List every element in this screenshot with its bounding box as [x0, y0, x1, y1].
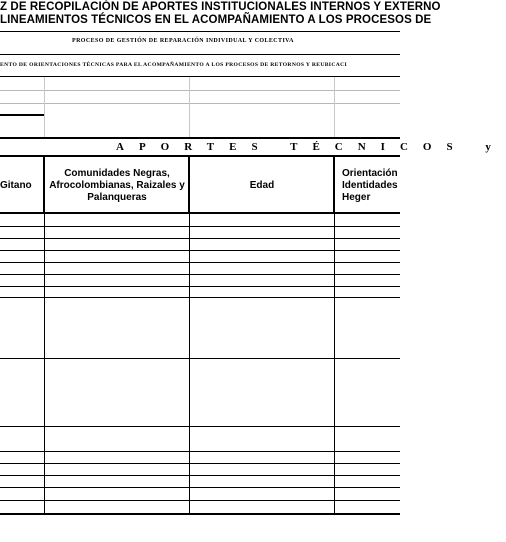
column-header-comunidades-negras: Comunidades Negras, Afrocolombianas, Raizales y Palanqueras	[49, 168, 185, 203]
table-row-border	[0, 475, 400, 476]
grid-column	[334, 77, 335, 137]
header-cell-border	[43, 157, 45, 213]
column-header-orientacion: Orientación Identidades Heger	[342, 168, 398, 203]
table-row-border	[0, 262, 400, 263]
table-row-border	[0, 250, 400, 251]
subprocess-bottom-border	[0, 76, 400, 77]
table-row-border	[0, 274, 400, 275]
process-name: PROCESO DE GESTIÓN DE REPARACIÓN INDIVIDUAL Y COLECTIVA	[72, 38, 294, 44]
document-title-line-2: LINEAMIENTOS TÉCNICOS EN EL ACOMPAÑAMIENTO A LOS PROCESOS DE	[0, 14, 432, 26]
body-column-border	[189, 214, 190, 514]
table-bottom-border	[0, 513, 400, 515]
document-title-line-1: Z DE RECOPILACIÓN DE APORTES INSTITUCIONALES INTERNOS Y EXTERNO	[0, 1, 441, 13]
table-row-border	[0, 297, 400, 298]
grid-line	[0, 90, 400, 91]
table-row-border	[0, 451, 400, 452]
grid-column	[189, 77, 190, 137]
table-row-border	[0, 463, 400, 464]
table-row-border	[0, 426, 400, 427]
column-header-gitano: Gitano	[0, 180, 32, 191]
table-row-border	[0, 226, 400, 227]
grid-column	[44, 77, 45, 137]
section-band-title: APORTES TÉCNICOS y	[116, 141, 506, 153]
body-column-border	[44, 214, 45, 514]
table-row-border	[0, 286, 400, 287]
table-row-border	[0, 487, 400, 488]
header-cell-border	[333, 157, 335, 213]
table-row-border	[0, 358, 400, 359]
band-bottom-border	[0, 155, 400, 157]
column-header-edad: Edad	[249, 180, 275, 191]
cell-border	[0, 114, 44, 116]
band-top-border	[0, 137, 400, 139]
body-column-border	[334, 214, 335, 514]
table-row-border	[0, 500, 400, 501]
process-bottom-border	[0, 54, 400, 55]
grid-line	[0, 103, 400, 104]
table-row-border	[0, 238, 400, 239]
header-cell-border	[188, 157, 190, 213]
subprocess-name: ENTO DE ORIENTACIONES TÉCNICAS PARA EL ACOMPAÑAMIENTO A LOS PROCESOS DE RETORNOS Y REUBICACI	[0, 62, 348, 68]
title-bottom-border	[0, 31, 400, 32]
header-bottom-border	[0, 212, 400, 214]
